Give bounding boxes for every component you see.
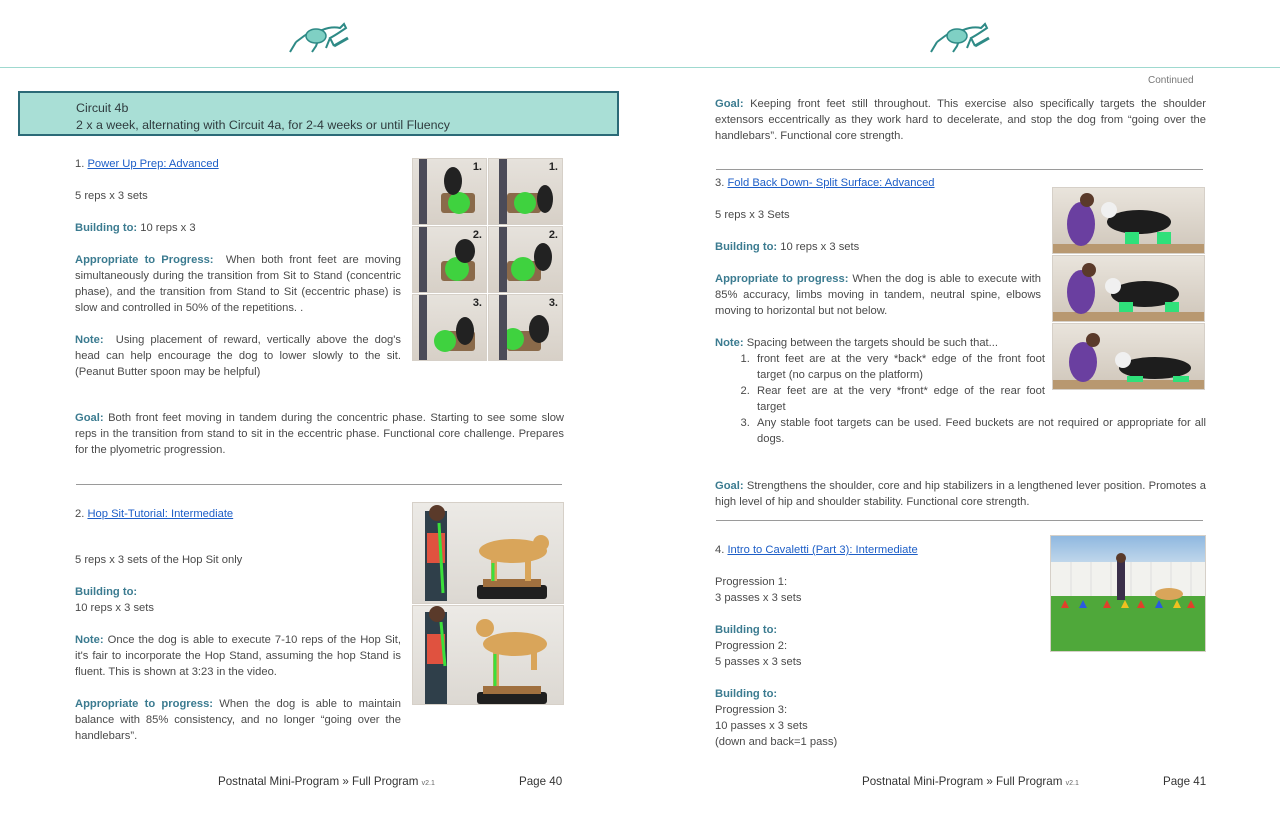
circuit-subtitle: 2 x a week, alternating with Circuit 4a, for 2-4 weeks or until Fluency — [76, 118, 450, 132]
exercise-2-goal: Goal: Keeping front feet still throughout. This exercise also specifically targets the shoulder extensors eccentrically as they work hard to decelerate, and stop the dog from “going over the handlebars”. Functional core strength. — [715, 98, 1207, 142]
dog-jump-logo-icon — [286, 16, 350, 56]
exercise-2-photo — [412, 605, 564, 705]
building-2-label: Building to: — [715, 688, 778, 700]
exercise-1-photo: 1. — [488, 158, 563, 225]
exercise-1-building: Building to: 10 reps x 3 — [75, 222, 196, 234]
continued-label: Continued — [1148, 75, 1194, 86]
exercise-2-building-value: 10 reps x 3 sets — [75, 602, 154, 614]
header-divider — [0, 67, 1280, 68]
list-item: 3. Any stable foot targets can be used. Feed buckets are not required or appropriate for all dogs. — [753, 415, 1206, 447]
exercise-2-building-label: Building to: — [75, 586, 138, 598]
exercise-4-heading: 4. Intro to Cavaletti (Part 3): Intermediate — [715, 544, 918, 556]
section-divider — [716, 169, 1203, 170]
dog-jump-logo-icon — [927, 16, 991, 56]
right-page-number: Page 41 — [1163, 775, 1207, 788]
exercise-1-photo: 3. — [488, 294, 563, 361]
exercise-1-photo: 1. — [412, 158, 487, 225]
progression-1-label: Progression 1: — [715, 576, 788, 588]
exercise-2-note: Note: Once the dog is able to execute 7-10 reps of the Hop Sit, it's fair to incorporate the Hop Stand, assuming the hop Stand is fluent. This is shown at 3:23 in the video. — [75, 634, 401, 678]
left-page-number: Page 40 — [519, 775, 563, 788]
exercise-3-link[interactable]: Fold Back Down- Split Surface: Advanced — [727, 177, 935, 189]
section-divider — [76, 484, 562, 485]
section-divider — [716, 520, 1203, 521]
exercise-2-link[interactable]: Hop Sit-Tutorial: Intermediate — [87, 508, 234, 520]
exercise-1-photo: 2. — [412, 226, 487, 293]
progression-3-note: (down and back=1 pass) — [715, 736, 838, 748]
exercise-1-reps: 5 reps x 3 sets — [75, 190, 148, 202]
exercise-3-reps: 5 reps x 3 Sets — [715, 209, 790, 221]
progression-1-value: 3 passes x 3 sets — [715, 592, 802, 604]
exercise-3-photo — [1052, 187, 1205, 254]
exercise-1-link[interactable]: Power Up Prep: Advanced — [87, 158, 219, 170]
exercise-1-photo: 3. — [412, 294, 487, 361]
exercise-1-note: Note: Using placement of reward, vertically above the dog's head can help encourage the dog to lower slowly to the sit. (Peanut Butter spoon may be helpful) — [75, 334, 401, 378]
exercise-2-progress: Appropriate to progress: When the dog is able to maintain balance with 85% consistency, and no longer “going over the handlebars”. — [75, 698, 402, 742]
exercise-2-heading: 2. Hop Sit-Tutorial: Intermediate — [75, 508, 234, 520]
exercise-1-photo: 2. — [488, 226, 563, 293]
exercise-3-note: Note: Spacing between the targets should be such that... 1. front feet are at the very *back* edge of the front foot target (no carpus on the platform) 2. Rear feet are at the very *front* edge of the rear foot target 3. Any stable foot targets can be used. Feed buckets are not required or appropriate for all dogs. — [715, 335, 1206, 447]
left-footer: Postnatal Mini-Program » Full Program v2.1 — [218, 775, 435, 788]
exercise-2-photo — [412, 502, 564, 604]
exercise-3-goal: Goal: Strengthens the shoulder, core and hip stabilizers in a lengthened lever position. Promotes a high level of hip and shoulder stability. Functional core strength. — [715, 480, 1206, 508]
exercise-3-progress: Appropriate to progress: When the dog is able to execute with 85% accuracy, limbs moving in tandem, neutral spine, elbows moving to horizontal but not below. — [715, 273, 1042, 317]
exercise-3-building: Building to: 10 reps x 3 sets — [715, 241, 860, 253]
right-footer: Postnatal Mini-Program » Full Program v2.1 — [862, 775, 1079, 788]
exercise-3-heading: 3. Fold Back Down- Split Surface: Advanced — [715, 177, 935, 189]
progression-3-value: 10 passes x 3 sets — [715, 720, 808, 732]
list-item: 1. front feet are at the very *back* edge of the front foot target (no carpus on the platform) — [753, 351, 1045, 383]
building-1-label: Building to: — [715, 624, 778, 636]
exercise-1 — [75, 156, 401, 380]
exercise-2-reps: 5 reps x 3 sets of the Hop Sit only — [75, 554, 243, 566]
progression-3-label: Progression 3: — [715, 704, 788, 716]
exercise-3 — [715, 175, 1041, 319]
exercise-1-goal: Goal: Both front feet moving in tandem during the concentric phase. Starting to see some slow reps in the transition from stand to sit in the eccentric phase. Functional core challenge. Prepares for the plyometric progression. — [75, 412, 564, 456]
circuit-title: Circuit 4b — [76, 101, 129, 115]
list-item: 2. Rear feet are at the very *front* edge of the rear foot target — [753, 383, 1045, 415]
exercise-2 — [75, 506, 401, 744]
exercise-4 — [715, 542, 1041, 750]
circuit-header — [18, 91, 619, 136]
exercise-3-photo — [1052, 255, 1205, 322]
exercise-1-progress: Appropriate to Progress: When both front feet are moving simultaneously during the transition from Sit to Stand (concentric phase), and the transition from Stand to Sit (eccentric phase) is slow and controlled in 50% of the repetitions. . — [75, 254, 401, 314]
exercise-4-photo — [1050, 535, 1206, 652]
progression-2-label: Progression 2: — [715, 640, 788, 652]
exercise-3-photo — [1052, 323, 1205, 390]
exercise-4-link[interactable]: Intro to Cavaletti (Part 3): Intermediate — [727, 544, 918, 556]
exercise-1-heading: 1. Power Up Prep: Advanced — [75, 158, 219, 170]
progression-2-value: 5 passes x 3 sets — [715, 656, 802, 668]
